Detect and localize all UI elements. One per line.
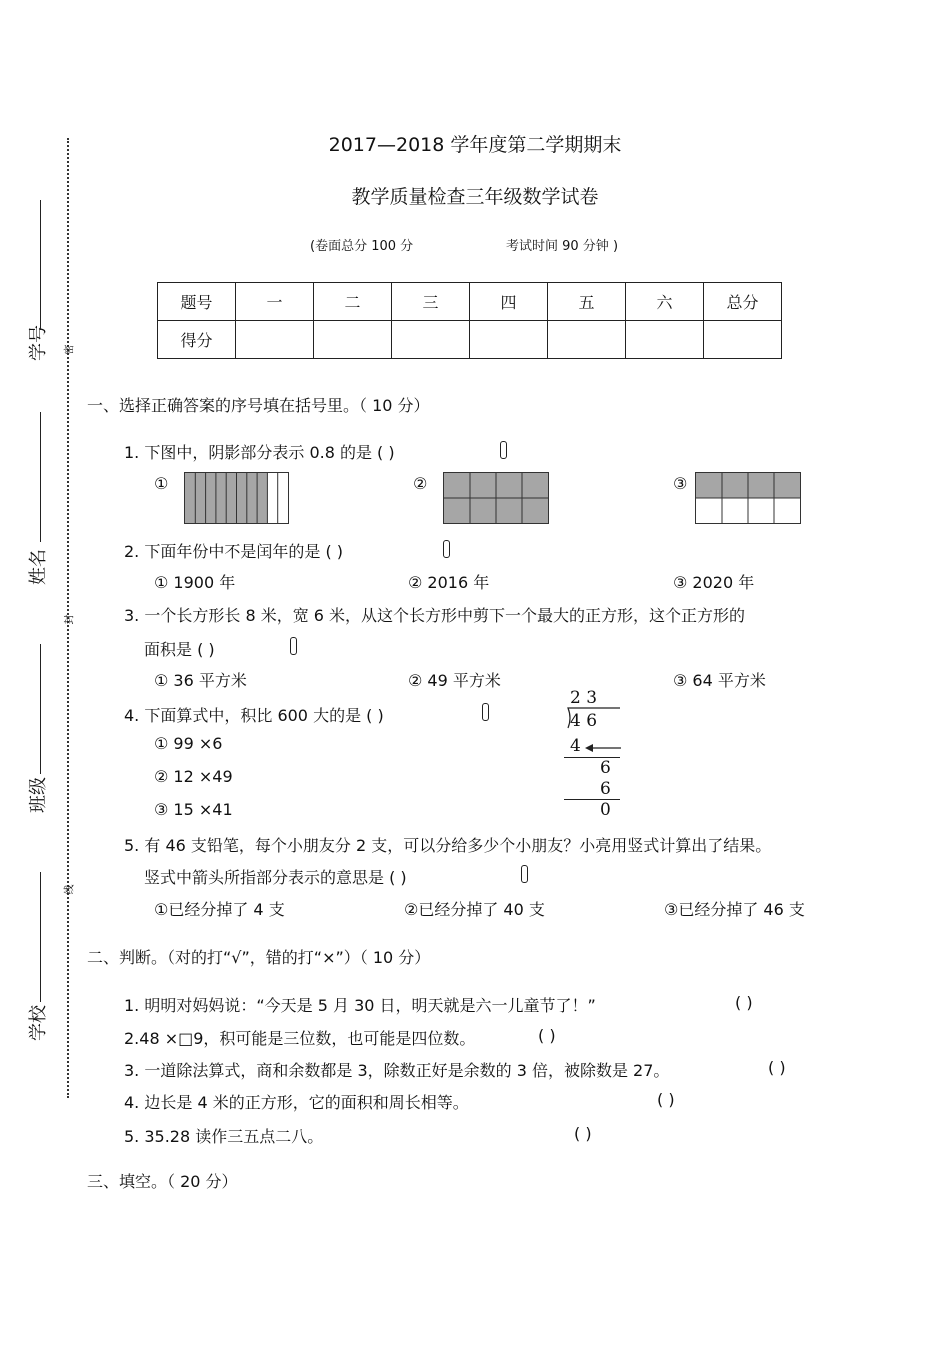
score-table-cell: 得分 — [158, 321, 236, 359]
q2-option-3: ③ 2020 年 — [673, 573, 755, 592]
score-input-cell[interactable] — [704, 321, 782, 359]
judge-paren-5[interactable]: ( ) — [574, 1124, 592, 1143]
q1-option-2: ② — [413, 474, 428, 493]
q1-figure-3 — [695, 472, 801, 524]
score-table-cell: 五 — [548, 283, 626, 321]
score-table-cell: 六 — [626, 283, 704, 321]
score-input-cell[interactable] — [392, 321, 470, 359]
score-table — [157, 282, 782, 359]
name-label: 姓名 — [28, 549, 49, 585]
judge-paren-3[interactable]: ( ) — [768, 1058, 786, 1077]
division-remainder: 0 — [600, 800, 611, 820]
school-line — [40, 872, 42, 1002]
score-input-cell[interactable] — [236, 321, 314, 359]
judge-paren-4[interactable]: ( ) — [657, 1090, 675, 1109]
name-line — [40, 412, 42, 542]
score-table-score-row — [158, 321, 782, 359]
q5-text-line1: 5. 有 46 支铅笔，每个小朋友分 2 支，可以分给多少个小朋友？小亮用竖式计算出了结果。 — [124, 836, 772, 855]
exam-time-note: 考试时间 90 分钟 ) — [506, 239, 619, 254]
q1-text: 1. 下图中，阴影部分表示 0.8 的是 ( ) — [124, 443, 395, 462]
score-table-cell: 题号 — [158, 283, 236, 321]
seal-char-xian: 线 — [64, 884, 76, 895]
answer-mark — [482, 703, 489, 721]
seal-char-mi: 密 — [64, 344, 76, 355]
q3-option-3: ③ 64 平方米 — [673, 671, 766, 690]
school-label: 学校 — [28, 1005, 49, 1041]
judge-item-4: 4. 边长是 4 米的正方形，它的面积和周长相等。 — [124, 1093, 469, 1112]
q4-option-1: ① 99 ×6 — [154, 734, 223, 753]
exam-title-line1: 2017—2018 学年度第二学期期末 — [328, 134, 622, 156]
q4-option-3: ③ 15 ×41 — [154, 800, 233, 819]
arrow-icon — [585, 742, 621, 754]
class-label: 班级 — [28, 777, 49, 813]
division-step-3: 6 — [600, 779, 611, 799]
q5-option-3: ③已经分掉了 46 支 — [664, 900, 805, 919]
division-step-1: 4 — [570, 736, 581, 756]
q4-option-2: ② 12 ×49 — [154, 767, 233, 786]
q3-option-1: ① 36 平方米 — [154, 671, 247, 690]
answer-mark — [443, 540, 450, 558]
q5-text-line2: 竖式中箭头所指部分表示的意思是 ( ) — [144, 868, 407, 887]
score-table-header-row — [158, 283, 782, 321]
q1-figure-1 — [184, 472, 289, 524]
section3-heading: 三、填空。（ 20 分） — [87, 1172, 238, 1191]
q2-text: 2. 下面年份中不是闰年的是 ( ) — [124, 542, 344, 561]
score-table-cell: 三 — [392, 283, 470, 321]
q5-option-2: ②已经分掉了 40 支 — [404, 900, 545, 919]
score-table-cell: 四 — [470, 283, 548, 321]
q2-option-2: ② 2016 年 — [408, 573, 490, 592]
student-id-line — [40, 200, 42, 330]
exam-title-line2: 教学质量检查三年级数学试卷 — [351, 186, 599, 208]
q3-text-line2: 面积是 ( ) — [144, 640, 215, 659]
score-table-cell: 总分 — [704, 283, 782, 321]
seal-char-feng: 封 — [64, 614, 76, 625]
judge-paren-2[interactable]: ( ) — [538, 1026, 556, 1045]
judge-paren-1[interactable]: ( ) — [735, 993, 753, 1012]
score-input-cell[interactable] — [314, 321, 392, 359]
judge-item-1: 1. 明明对妈妈说：“今天是 5 月 30 日，明天就是六一儿童节了！” — [124, 996, 596, 1015]
q1-figure-2 — [443, 472, 549, 524]
judge-item-5: 5. 35.28 读作三五点二八。 — [124, 1127, 324, 1146]
total-score-note: (卷面总分 100 分 — [310, 239, 414, 254]
q2-option-1: ① 1900 年 — [154, 573, 236, 592]
q4-text: 4. 下面算式中，积比 600 大的是 ( ) — [124, 706, 384, 725]
q5-option-1: ①已经分掉了 4 支 — [154, 900, 285, 919]
division-quotient: 2 3 — [570, 688, 598, 708]
class-line — [40, 644, 42, 774]
q3-text-line1: 3. 一个长方形长 8 米，宽 6 米，从这个长方形中剪下一个最大的正方形，这个正方形的 — [124, 606, 746, 625]
score-input-cell[interactable] — [626, 321, 704, 359]
score-table-cell: 二 — [314, 283, 392, 321]
answer-mark — [290, 637, 297, 655]
q1-option-3: ③ — [673, 474, 688, 493]
division-dividend: 4 6 — [570, 711, 598, 731]
section1-heading: 一、选择正确答案的序号填在括号里。（ 10 分） — [87, 396, 430, 415]
section2-heading: 二、判断。（对的打“√”，错的打“×”）（ 10 分） — [87, 948, 431, 967]
long-division-figure — [560, 688, 626, 820]
answer-mark — [521, 865, 528, 883]
student-id-label: 学号 — [28, 325, 49, 361]
answer-mark — [500, 441, 507, 459]
q3-option-2: ② 49 平方米 — [408, 671, 501, 690]
division-step-2: 6 — [600, 758, 611, 778]
judge-item-3: 3. 一道除法算式，商和余数都是 3，除数正好是余数的 3 倍，被除数是 27。 — [124, 1061, 670, 1080]
judge-item-2: 2.48 ×□9，积可能是三位数，也可能是四位数。 — [124, 1029, 476, 1048]
q1-option-1: ① — [154, 474, 169, 493]
score-table-cell: 一 — [236, 283, 314, 321]
score-input-cell[interactable] — [470, 321, 548, 359]
score-input-cell[interactable] — [548, 321, 626, 359]
